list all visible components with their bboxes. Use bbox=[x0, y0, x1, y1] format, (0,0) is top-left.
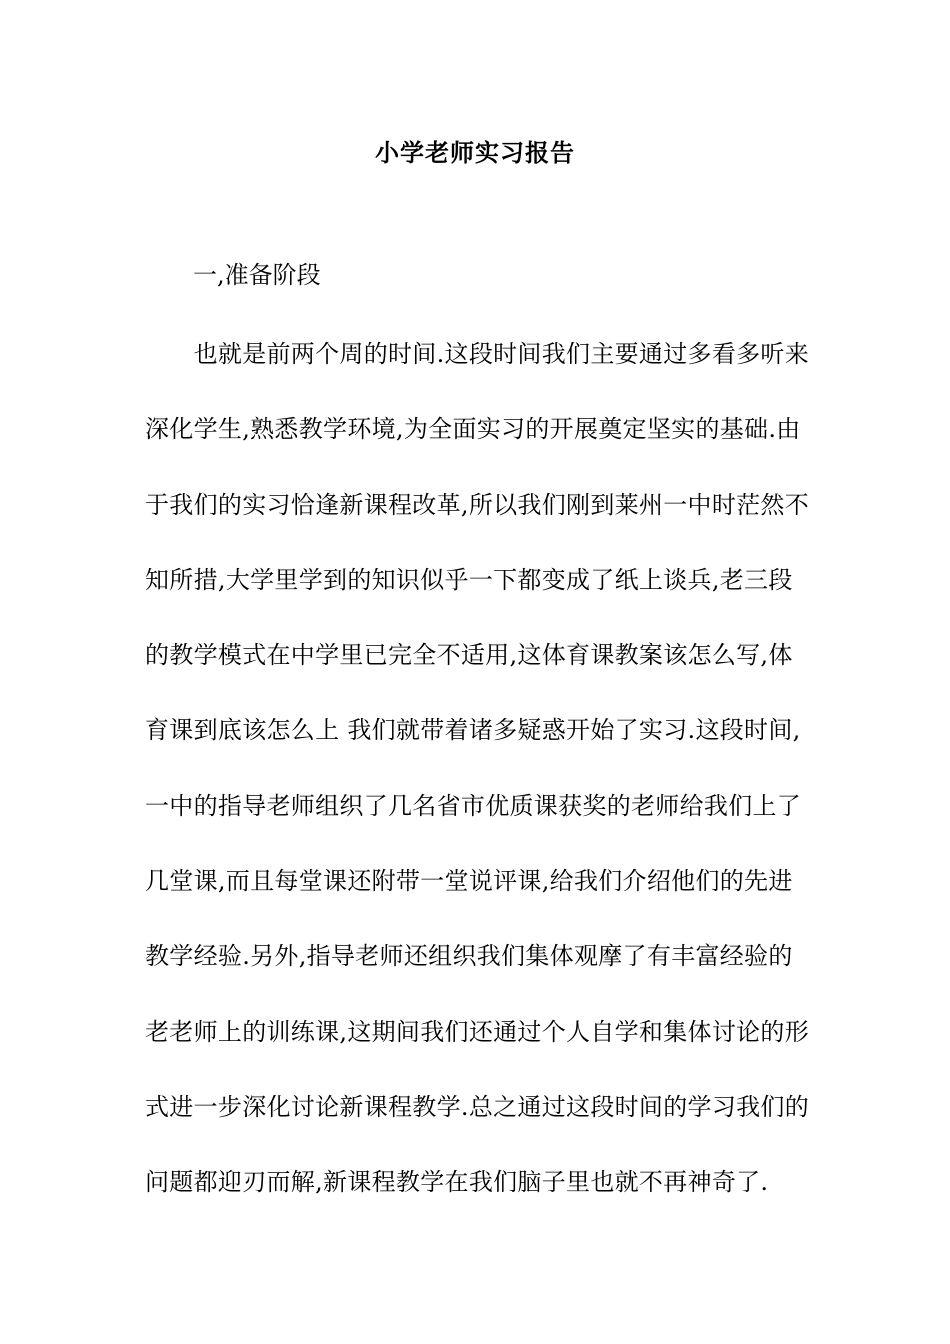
paragraph-line: 的教学模式在中学里已完全不适用,这体育课教案该怎么写,体 bbox=[145, 641, 793, 670]
paragraph-line: 问题都迎刃而解,新课程教学在我们脑子里也就不再神奇了. bbox=[145, 1168, 769, 1197]
paragraph-line: 老老师上的训练课,这期间我们还通过个人自学和集体讨论的形 bbox=[145, 1017, 810, 1046]
paragraph-line: 深化学生,熟悉教学环境,为全面实习的开展奠定坚实的基础.由 bbox=[145, 415, 801, 444]
paragraph-line: 式进一步深化讨论新课程教学.总之通过这段时间的学习我们的 bbox=[145, 1092, 810, 1121]
paragraph-line: 于我们的实习恰逢新课程改革,所以我们刚到莱州一中时茫然不 bbox=[145, 490, 810, 519]
paragraph-line: 教学经验.另外,指导老师还组织我们集体观摩了有丰富经验的 bbox=[145, 942, 793, 971]
body-paragraph bbox=[145, 334, 825, 1238]
paragraph-line: 也就是前两个周的时间.这段时间我们主要通过多看多听来 bbox=[145, 340, 810, 368]
paragraph-line: 几堂课,而且每堂课还附带一堂说评课,给我们介绍他们的先进 bbox=[145, 867, 793, 896]
paragraph-line: 育课到底该怎么上 我们就带着诸多疑惑开始了实习.这段时间, bbox=[145, 716, 801, 745]
document-title: 小学老师实习报告 bbox=[375, 138, 575, 167]
section-heading: 一,准备阶段 bbox=[193, 261, 321, 289]
paragraph-line: 知所措,大学里学到的知识似乎一下都变成了纸上谈兵,老三段 bbox=[145, 565, 793, 594]
paragraph-line: 一中的指导老师组织了几名省市优质课获奖的老师给我们上了 bbox=[145, 791, 802, 820]
